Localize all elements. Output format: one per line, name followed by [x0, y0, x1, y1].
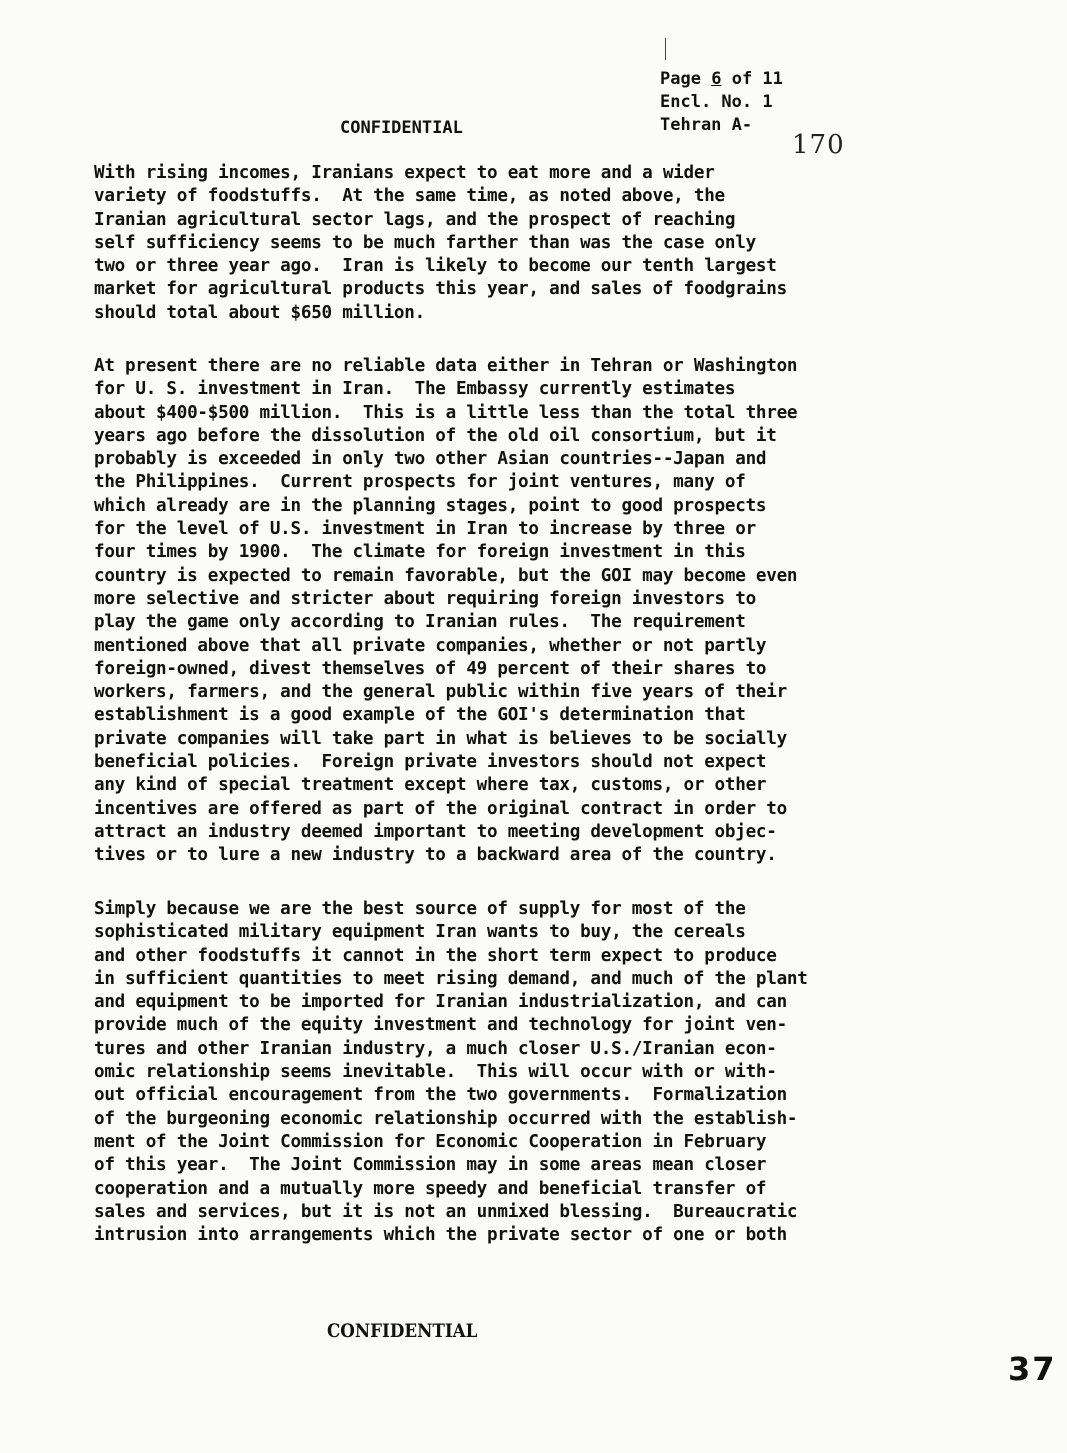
paragraph-us-investment: At present there are no reliable data either in Tehran or Washington for U. S. investment in Iran. The Embassy currently estimates about $400-$500 million. This is a little less than the total three years ago before the dissolution of the old oil consortium, but it probably is exceeded in only two other Asian countries--Japan and the Philippines. Current prospects for joint ventures, many of which already are in the planning stages, point to good prospects for the level of U.S. investment in Iran to increase by three or four times by 1900. The climate for foreign investment in this country is expected to remain favorable, but the GOI may become even more selective and stricter about requiring foreign investors to play the game only according to Iranian rules. The requirement mentioned above that all private companies, whether or not partly foreign-owned, divest themselves of 49 percent of their shares to workers, farmers, and the general public within five years of their establishment is a good example of the GOI's determination that private companies will take part in what is believes to be socially beneficial policies. Foreign private investors should not expect any kind of special treatment except where tax, customs, or other incentives are offered as part of the original contract in order to attract an industry deemed important to meeting development objec- tives or to lure a new industry to a backward area of the country.	[94, 356, 798, 866]
classification-header: CONFIDENTIAL	[340, 118, 463, 138]
classification-footer: CONFIDENTIAL	[327, 1320, 478, 1342]
paragraph-agricultural-market: With rising incomes, Iranians expect to eat more and a wider variety of foodstuffs. At the same time, as noted above, the Iranian agricultural sector lags, and the prospect of reaching self sufficiency seems to be much farther than was the case only two or three year ago. Iran is likely to become our tenth largest market for agricultural products this year, and sales of foodgrains should total about $650 million.	[94, 163, 787, 323]
page-prefix: Page	[660, 69, 701, 89]
page-current: 6	[711, 69, 722, 89]
page-suffix: of 11	[731, 69, 783, 89]
handwritten-airgram-number: 170	[792, 130, 845, 160]
archive-page-number: 37	[1008, 1350, 1057, 1388]
page-header-block	[660, 68, 783, 137]
margin-mark	[665, 38, 666, 60]
airgram-label: Tehran A-	[660, 115, 753, 135]
page-indicator	[660, 68, 783, 91]
paragraph-economic-relationship: Simply because we are the best source of supply for most of the sophisticated military equipment Iran wants to buy, the cereals and other foodstuffs it cannot in the short term expect to produce in sufficient quantities to meet rising demand, and much of the plant and equipment to be imported for Iranian industrialization, and can provide much of the equity investment and technology for joint ven- tures and other Iranian industry, a much closer U.S./Iranian econ- omic relationship seems inevitable. This will occur with or with- out official encouragement from the two governments. Formalization of the burgeoning economic relationship occurred with the establish- ment of the Joint Commission for Economic Cooperation in February of this year. The Joint Commission may in some areas mean closer cooperation and a mutually more speedy and beneficial transfer of sales and services, but it is not an unmixed blessing. Bureaucratic intrusion into arrangements which the private sector of one or both	[94, 899, 808, 1246]
enclosure-label: Encl. No. 1	[660, 92, 773, 112]
